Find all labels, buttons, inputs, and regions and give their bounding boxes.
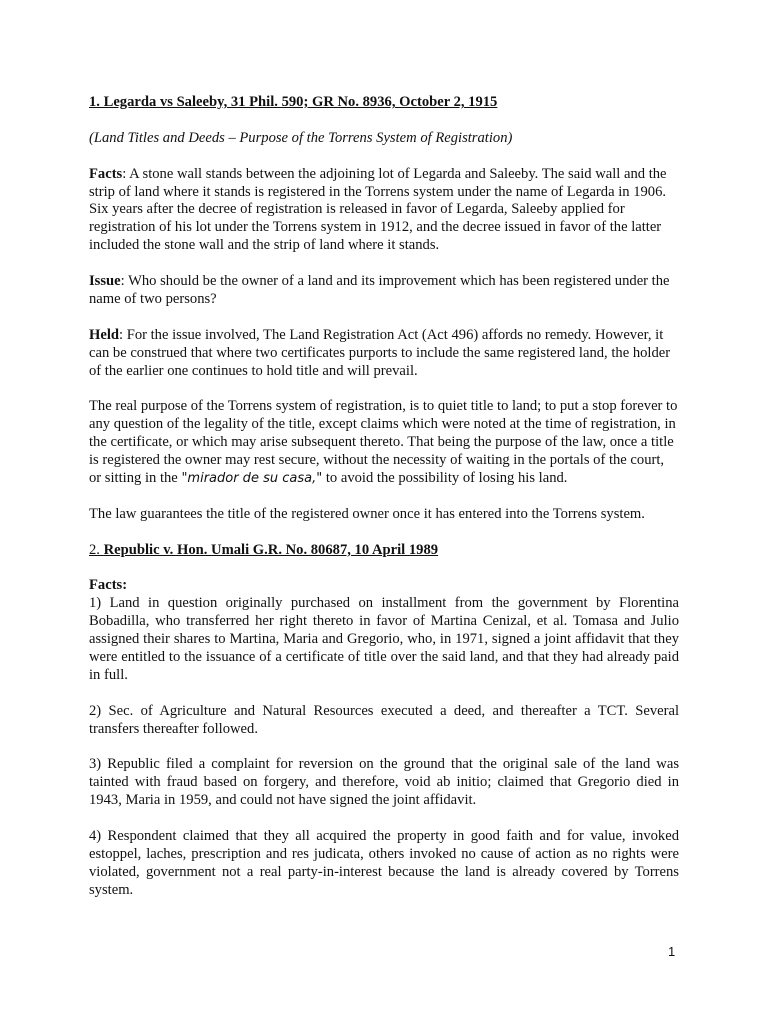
case2-title: Republic v. Hon. Umali G.R. No. 80687, 10 April 1989 bbox=[103, 541, 439, 558]
case2-fact-2: 2) Sec. of Agriculture and Natural Resources executed a deed, and thereafter a TCT. Several transfers thereafter followed. bbox=[89, 702, 679, 737]
issue-text: : Who should be the owner of a land and its improvement which has been registered under the name of two persons? bbox=[89, 273, 670, 307]
case1-title: 1. Legarda vs Saleeby, 31 Phil. 590; GR No. 8936, October 2, 1915 bbox=[89, 94, 498, 110]
facts-label: Facts bbox=[89, 165, 123, 182]
case2-heading bbox=[89, 542, 679, 560]
case2-facts-label: Facts: bbox=[89, 577, 128, 594]
case1-issue bbox=[89, 273, 679, 309]
case1-guarantee: The law guarantees the title of the registered owner once it has entered into the Torrens system. bbox=[89, 505, 645, 522]
held-text: : For the issue involved, The Land Registration Act (Act 496) affords no remedy. However, it can be construed that where two certificates purports to include the same registered land, the holder of the earlier one continues to hold title and will prevail. bbox=[89, 326, 671, 379]
page-number: 1 bbox=[668, 944, 676, 959]
case2-fact-3: 3) Republic filed a complaint for reversion on the ground that the original sale of the land was tainted with fraud based on forgery, and therefore, void ab initio; claimed that Gregorio died in 1943, Maria in 1959, and could not have signed the joint affidavit. bbox=[89, 756, 679, 809]
case2-fact-4: 4) Respondent claimed that they all acquired the property in good faith and for value, invoked estoppel, laches, prescription and res judicata, others invoked no cause of action as no rights were violated, government not a real party-in-interest because the land is already covered by Torrens system. bbox=[89, 827, 679, 898]
issue-label: Issue bbox=[89, 273, 121, 290]
case1-subtitle: (Land Titles and Deeds – Purpose of the Torrens System of Registration) bbox=[89, 129, 513, 146]
held-label: Held bbox=[89, 326, 119, 343]
case2-number: 2. bbox=[89, 541, 104, 558]
purpose-text-after: to avoid the possibility of losing his land. bbox=[322, 469, 568, 486]
case1-held bbox=[89, 327, 679, 381]
case1-facts bbox=[89, 166, 679, 256]
case2-fact-1: 1) Land in question originally purchased on installment from the government by Florentina Bobadilla, who transferred her right thereto in favor of Martina Cenizal, et al. Tomasa and Julio assigned their shares to Martina, Maria and Gregorio, who, in 1971, signed a joint affidavit that they were entitled to the issuance of a certificate of title over the said land, and that they had already paid in full. bbox=[89, 595, 679, 683]
case1-purpose bbox=[89, 398, 679, 488]
document-body bbox=[89, 94, 679, 900]
purpose-quote: "mirador de su casa," bbox=[181, 470, 323, 486]
facts-text: : A stone wall stands between the adjoining lot of Legarda and Saleeby. The said wall and the strip of land where it stands is registered in the Torrens system under the name of Legarda in 1906. Six years after the decree of registration is released in favor of Legarda, Saleeby applied for registration of his lot under the Torrens system in 1912, and the decree issued in favor of the latter included the stone wall and the strip of land where it stands. bbox=[89, 165, 667, 254]
purpose-text-before: The real purpose of the Torrens system of registration, is to quiet title to land; to put a stop forever to any question of the legality of the title, except claims which were noted at the time of registration, in the certificate, or which may arise subsequent thereto. That being the purpose of the law, once a title is registered the owner may rest secure, without the necessity of waiting in the portals of the court, or sitting in the bbox=[89, 398, 678, 486]
